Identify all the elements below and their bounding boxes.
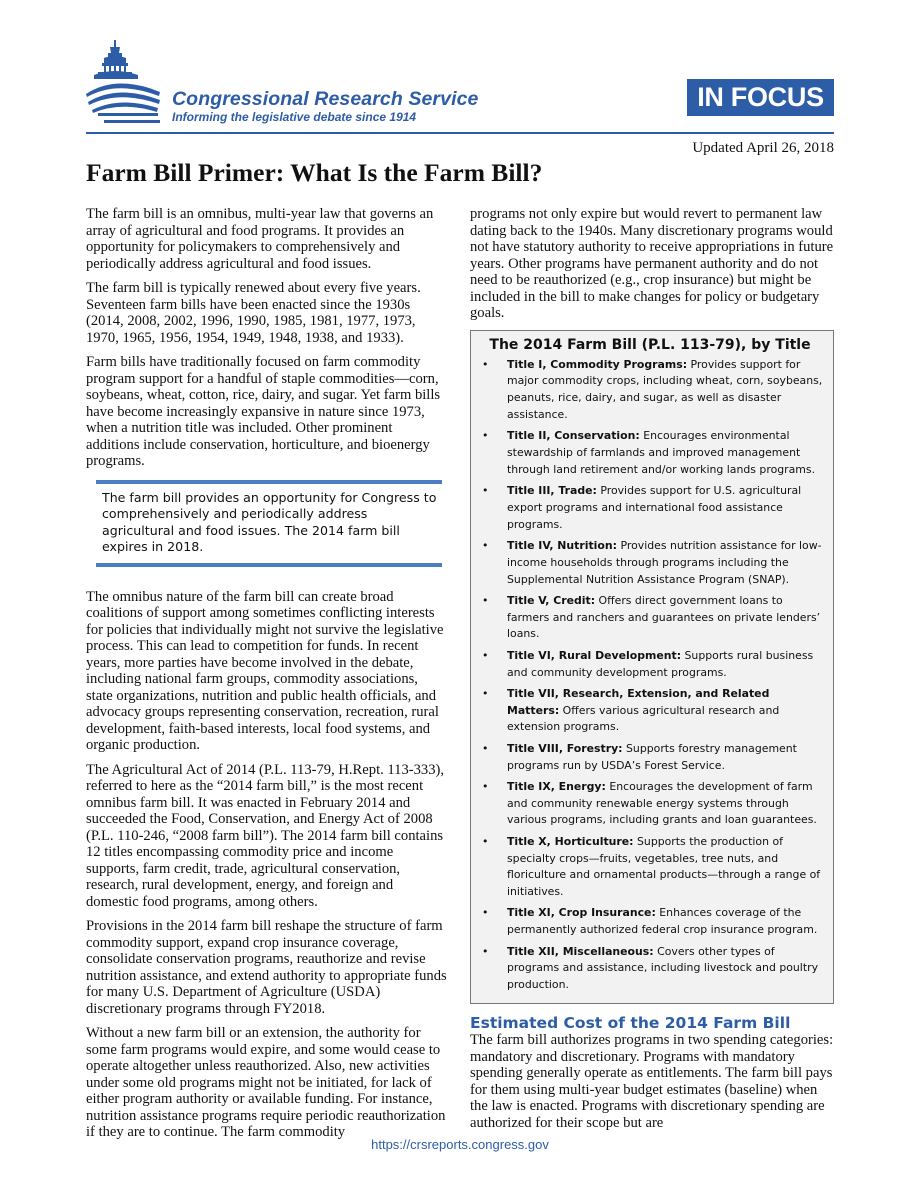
updated-date: Updated April 26, 2018: [692, 140, 834, 156]
title-name: Title X, Horticulture:: [507, 834, 634, 848]
title-description: Covers other types of programs and assistance, including livestock and poultry production.: [507, 944, 819, 992]
bullet-icon: •: [482, 484, 489, 498]
title-description: Supports forestry management programs run by USDA’s Forest Service.: [507, 741, 797, 772]
title-name: Title VI, Rural Development:: [507, 648, 682, 662]
title-name: Title VIII, Forestry:: [507, 741, 623, 755]
bullet-icon: •: [482, 834, 489, 848]
right-column: [470, 206, 834, 1139]
in-focus-badge: IN FOCUS: [687, 79, 834, 116]
brand-block: [172, 88, 478, 125]
list-item: [477, 834, 823, 901]
title-description: Provides nutrition assistance for low-income households through programs including the Supplemental Nutrition Assistance Program (SNAP).: [507, 538, 822, 586]
title-name: Title XII, Miscellaneous:: [507, 944, 654, 958]
paragraph: The omnibus nature of the farm bill can create broad coalitions of support among sometimes conflicting interests for policies that individually might not survive the legislative process. This can lead to competition for funds. In recent years, more parties have become involved in the debate, including national farm groups, commodity associations, state organizations, nutrition and public health officials, and advocacy groups representing conservation, recreation, rural development, faith-based interests, local food systems, and organic production.: [86, 588, 444, 753]
bullet-icon: •: [482, 648, 489, 662]
title-name: Title XI, Crop Insurance:: [507, 906, 656, 920]
paragraph: programs not only expire but would revert to permanent law dating back to the 1940s. Many discretionary programs would not have statutory authority to receive appropriations in future years. Other programs have permanent authority and do not need to be reauthorized (e.g., crop insurance) but might be included in the bill to make changes for policy or budgetary goals.: [470, 206, 834, 321]
page-title: Farm Bill Primer: What Is the Farm Bill?: [86, 158, 543, 187]
list-item: [477, 905, 823, 939]
title-description: Supports rural business and community development programs.: [507, 648, 814, 679]
title-description: Provides support for U.S. agricultural export programs and international food assistance programs.: [507, 484, 802, 531]
title-name: Title IX, Energy:: [507, 779, 606, 793]
title-description: Supports the production of specialty crops—fruits, vegetables, tree nuts, and floriculture and ornamental products—through a range of initiatives.: [507, 834, 821, 899]
title-name: Title III, Trade:: [507, 484, 597, 498]
paragraph: Without a new farm bill or an extension, the authority for some farm programs would expire, and some would cease to operate altogether unless reauthorized. Also, new activities under some old programs might not be initiated, for lack of either program authority or available funding. For instance, nutrition assistance programs require periodic reauthorization if they are to continue. The farm commodity: [86, 1025, 446, 1140]
list-item: [477, 593, 823, 643]
list-item: [477, 538, 823, 588]
farm-bill-titles-box: [470, 330, 834, 1005]
title-name: Title VII, Research, Extension, and Related Matters:: [507, 686, 770, 717]
pull-quote: [86, 480, 448, 567]
paragraph: Provisions in the 2014 farm bill reshape the structure of farm commodity support, expand crop insurance coverage, consolidate conservation programs, reauthorize and revise nutrition assistance, and extend authority to appropriate funds for many U.S. Department of Agriculture (USDA) discretionary programs through FY2018.: [86, 918, 447, 1017]
org-tagline: Informing the legislative debate since 1914: [172, 110, 417, 124]
list-item: [477, 648, 823, 682]
bullet-icon: •: [482, 686, 489, 700]
list-item: [477, 686, 823, 736]
paragraph: The farm bill is typically renewed about every five years. Seventeen farm bills have been enacted since the 1930s (2014, 2008, 2002, 1996, 1990, 1985, 1981, 1977, 1973, 1970, 1965, 1956, 1954, 1949, 1948, 1938, and 1933).: [86, 280, 421, 346]
paragraph: Farm bills have traditionally focused on farm commodity program support for a handful of staple commodities—corn, soybeans, wheat, cotton, rice, dairy, and sugar. Yet farm bills have become increasingly expansive in nature since 1973, when a nutrition title was included. Other prominent additions include conservation, horticulture, and bioenergy programs.: [86, 354, 441, 469]
section-heading: Estimated Cost of the 2014 Farm Bill: [470, 1014, 791, 1033]
title-description: Offers various agricultural research and extension programs.: [507, 703, 780, 734]
bullet-icon: •: [482, 429, 489, 443]
header-rule: [86, 132, 834, 134]
bullet-icon: •: [482, 538, 489, 552]
title-name: Title IV, Nutrition:: [507, 538, 617, 552]
title-name: Title II, Conservation:: [507, 429, 640, 443]
title-description: Encourages environmental stewardship of farmlands and improved management through land retirement and/or working lands programs.: [507, 429, 816, 476]
capitol-dome-logo: [84, 40, 166, 128]
bullet-icon: •: [482, 593, 489, 607]
list-item: [477, 357, 823, 424]
pull-quote-bottom-bar: [96, 563, 442, 567]
bullet-icon: •: [482, 906, 489, 920]
title-name: Title V, Credit:: [507, 593, 596, 607]
title-description: Offers direct government loans to farmers and ranchers and guarantees on private lenders’ loans.: [507, 593, 821, 641]
paragraph: The farm bill is an omnibus, multi-year law that governs an array of agricultural and food programs. It provides an opportunity for policymakers to comprehensively and periodically address agricultural and food issues.: [86, 206, 434, 272]
pull-quote-text: The farm bill provides an opportunity for Congress to comprehensively and periodically address agricultural and food issues. The 2014 farm bill expires in 2018.: [102, 489, 437, 554]
list-item: [477, 428, 823, 478]
footer-url-link[interactable]: https://crsreports.congress.gov: [371, 1137, 549, 1152]
box-title: The 2014 Farm Bill (P.L. 113-79), by Title: [489, 336, 811, 353]
bullet-icon: •: [482, 779, 489, 793]
bullet-icon: •: [482, 357, 489, 371]
title-description: Encourages the development of farm and community renewable energy systems through various programs, including grants and loan guarantees.: [507, 779, 817, 827]
bullet-icon: •: [482, 741, 489, 755]
title-name: Title I, Commodity Programs:: [507, 357, 688, 371]
list-item: [477, 944, 823, 994]
bullet-icon: •: [482, 944, 489, 958]
paragraph: The farm bill authorizes programs in two spending categories: mandatory and discretionary. Programs with mandatory spending generally operate as entitlements. The farm bill pays for them using multi-year budget estimates (baseline) when the law is enacted. Programs with discretionary spending are authorized for their scope but are: [470, 1032, 834, 1131]
titles-list: [477, 357, 823, 994]
org-name: Congressional Research Service: [172, 88, 479, 110]
list-item: [477, 779, 823, 829]
left-column: [86, 206, 448, 1149]
title-description: Enhances coverage of the permanently authorized federal crop insurance program.: [507, 906, 818, 937]
list-item: [477, 741, 823, 775]
paragraph: The Agricultural Act of 2014 (P.L. 113-79, H.Rept. 113-333), referred to here as the “2014 farm bill,” is the most recent omnibus farm bill. It was enacted in February 2014 and succeeded the Food, Conservation, and Energy Act of 2008 (P.L. 110-246, “2008 farm bill”). The 2014 farm bill contains 12 titles encompassing commodity price and income supports, farm credit, trade, agricultural conservation, research, rural development, energy, and foreign and domestic food programs, among others.: [86, 761, 445, 910]
list-item: [477, 483, 823, 533]
title-description: Provides support for major commodity crops, including wheat, corn, soybeans, peanuts, rice, dairy, and sugar, as well as disaster assistance.: [507, 357, 823, 421]
